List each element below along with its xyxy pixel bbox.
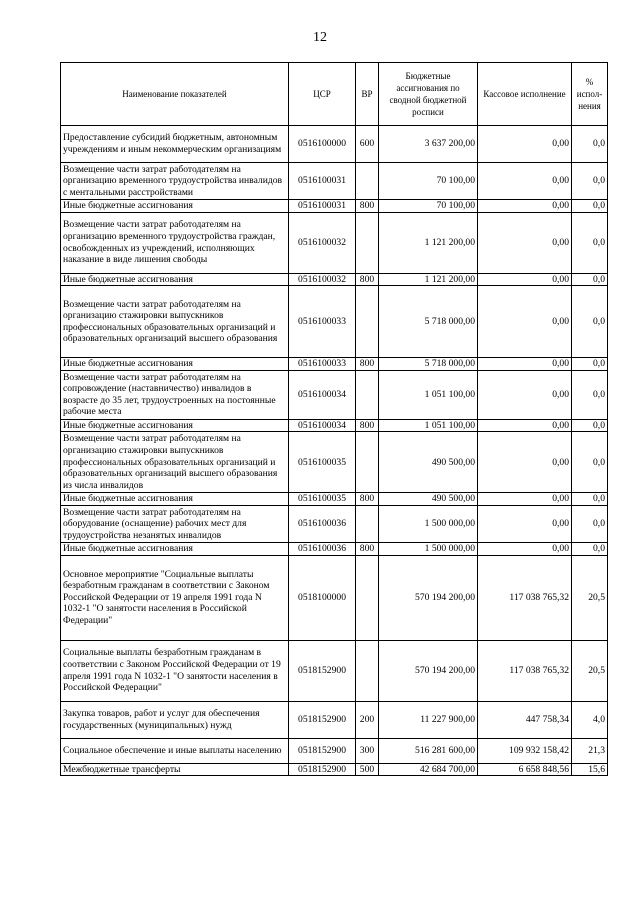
row-name-cell: Возмещение части затрат работодателям на сопровождение (наставничество) инвалидов в возрасте до 35 лет, трудоустроенных на постоянные рабочие места: [61, 370, 289, 419]
row-pct-cell: 15,6: [572, 763, 608, 776]
row-cash-cell: 109 932 158,42: [478, 738, 572, 763]
row-cash-cell: 6 658 848,56: [478, 763, 572, 776]
row-pct-cell: 0,0: [572, 212, 608, 273]
row-name-cell: Социальное обеспечение и иные выплаты населению: [61, 738, 289, 763]
table-row: [61, 701, 608, 738]
row-pct-cell: 0,0: [572, 542, 608, 555]
table-row: [61, 273, 608, 286]
budget-table: [60, 62, 608, 776]
table-row: [61, 505, 608, 542]
row-name-cell: Возмещение части затрат работодателям на организацию стажировки выпускников профессиональных образовательных организаций и образовательных организаций высшего образования: [61, 286, 289, 358]
row-pct-cell: 0,0: [572, 273, 608, 286]
row-pct-cell: 0,0: [572, 286, 608, 358]
table-row: [61, 763, 608, 776]
row-budget-cell: 1 051 100,00: [379, 419, 478, 432]
table-row: [61, 738, 608, 763]
row-csr-cell: 0516100036: [289, 542, 356, 555]
row-csr-cell: 0518152900: [289, 640, 356, 701]
row-budget-cell: 70 100,00: [379, 200, 478, 213]
row-csr-cell: 0516100000: [289, 126, 356, 163]
page-number: 12: [313, 30, 327, 45]
row-pct-cell: 0,0: [572, 505, 608, 542]
table-row: [61, 370, 608, 419]
row-vr-cell: [356, 163, 379, 200]
table-row: [61, 432, 608, 493]
row-vr-cell: [356, 212, 379, 273]
row-csr-cell: 0518152900: [289, 763, 356, 776]
table-row: [61, 126, 608, 163]
row-pct-cell: 0,0: [572, 419, 608, 432]
header-name: Наименование показателей: [61, 63, 289, 126]
row-cash-cell: 0,00: [478, 505, 572, 542]
row-vr-cell: 300: [356, 738, 379, 763]
row-vr-cell: 800: [356, 200, 379, 213]
row-vr-cell: [356, 555, 379, 640]
row-vr-cell: 800: [356, 493, 379, 506]
row-vr-cell: 200: [356, 701, 379, 738]
row-budget-cell: 5 718 000,00: [379, 358, 478, 371]
row-name-cell: Закупка товаров, работ и услуг для обеспечения государственных (муниципальных) нужд: [61, 701, 289, 738]
row-csr-cell: 0516100033: [289, 358, 356, 371]
row-cash-cell: 0,00: [478, 370, 572, 419]
row-name-cell: Возмещение части затрат работодателям на организацию временного трудоустройства инвалидов с ментальными расстройствами: [61, 163, 289, 200]
row-csr-cell: 0518100000: [289, 555, 356, 640]
row-pct-cell: 4,0: [572, 701, 608, 738]
row-vr-cell: [356, 505, 379, 542]
row-budget-cell: 3 637 200,00: [379, 126, 478, 163]
row-pct-cell: 20,5: [572, 640, 608, 701]
header-budget: Бюджетные ассигнования по сводной бюджетной росписи: [379, 63, 478, 126]
row-budget-cell: 570 194 200,00: [379, 640, 478, 701]
row-pct-cell: 0,0: [572, 200, 608, 213]
row-budget-cell: 1 121 200,00: [379, 273, 478, 286]
row-name-cell: Основное мероприятие "Социальные выплаты безработным гражданам в соответствии с Законом Российской Федерации от 19 апреля 1991 года N 1032-1 "О занятости населения в Российской Федерации": [61, 555, 289, 640]
row-name-cell: Возмещение части затрат работодателям на оборудование (оснащение) рабочих мест для трудоустройства незанятых инвалидов: [61, 505, 289, 542]
row-cash-cell: 117 038 765,32: [478, 640, 572, 701]
row-cash-cell: 0,00: [478, 542, 572, 555]
row-vr-cell: [356, 432, 379, 493]
row-pct-cell: 20,5: [572, 555, 608, 640]
row-csr-cell: 0516100032: [289, 273, 356, 286]
row-cash-cell: 0,00: [478, 286, 572, 358]
row-budget-cell: 1 121 200,00: [379, 212, 478, 273]
row-vr-cell: 800: [356, 273, 379, 286]
row-csr-cell: 0516100034: [289, 419, 356, 432]
row-vr-cell: 600: [356, 126, 379, 163]
row-vr-cell: [356, 370, 379, 419]
row-vr-cell: 800: [356, 542, 379, 555]
row-cash-cell: 117 038 765,32: [478, 555, 572, 640]
row-budget-cell: 1 500 000,00: [379, 542, 478, 555]
table-row: [61, 493, 608, 506]
row-pct-cell: 0,0: [572, 493, 608, 506]
row-name-cell: Иные бюджетные ассигнования: [61, 358, 289, 371]
row-csr-cell: 0516100032: [289, 212, 356, 273]
row-budget-cell: 516 281 600,00: [379, 738, 478, 763]
table-row: [61, 419, 608, 432]
table-body: [61, 126, 608, 776]
row-name-cell: Социальные выплаты безработным гражданам в соответствии с Законом Российской Федерации от 19 апреля 1991 года N 1032-1 "О занятости населения в Российской Федерации": [61, 640, 289, 701]
row-csr-cell: 0518152900: [289, 701, 356, 738]
row-name-cell: Возмещение части затрат работодателям на организацию стажировки выпускников профессиональных образовательных организаций и образовательных организаций высшего образования из числа инвалидов: [61, 432, 289, 493]
row-pct-cell: 0,0: [572, 126, 608, 163]
row-csr-cell: 0516100036: [289, 505, 356, 542]
row-name-cell: Иные бюджетные ассигнования: [61, 200, 289, 213]
row-cash-cell: 447 758,34: [478, 701, 572, 738]
row-pct-cell: 0,0: [572, 163, 608, 200]
row-cash-cell: 0,00: [478, 419, 572, 432]
table-row: [61, 358, 608, 371]
row-name-cell: Иные бюджетные ассигнования: [61, 542, 289, 555]
row-name-cell: Иные бюджетные ассигнования: [61, 419, 289, 432]
row-name-cell: Возмещение части затрат работодателям на организацию временного трудоустройства граждан, освобожденных из учреждений, исполняющих наказание в виде лишения свободы: [61, 212, 289, 273]
row-budget-cell: 42 684 700,00: [379, 763, 478, 776]
row-pct-cell: 0,0: [572, 358, 608, 371]
row-name-cell: Предоставление субсидий бюджетным, автономным учреждениям и иным некоммерческим организациям: [61, 126, 289, 163]
row-budget-cell: 11 227 900,00: [379, 701, 478, 738]
row-csr-cell: 0516100035: [289, 432, 356, 493]
row-name-cell: Иные бюджетные ассигнования: [61, 273, 289, 286]
header-cash: Кассовое исполнение: [478, 63, 572, 126]
row-csr-cell: 0516100035: [289, 493, 356, 506]
row-csr-cell: 0516100033: [289, 286, 356, 358]
header-csr: ЦСР: [289, 63, 356, 126]
table-row: [61, 640, 608, 701]
row-csr-cell: 0518152900: [289, 738, 356, 763]
row-cash-cell: 0,00: [478, 432, 572, 493]
row-vr-cell: 500: [356, 763, 379, 776]
row-pct-cell: 21,3: [572, 738, 608, 763]
row-cash-cell: 0,00: [478, 273, 572, 286]
row-budget-cell: 570 194 200,00: [379, 555, 478, 640]
row-vr-cell: [356, 286, 379, 358]
table-row: [61, 542, 608, 555]
row-cash-cell: 0,00: [478, 358, 572, 371]
table-row: [61, 163, 608, 200]
row-budget-cell: 1 500 000,00: [379, 505, 478, 542]
header-pct: % испол-нения: [572, 63, 608, 126]
row-pct-cell: 0,0: [572, 370, 608, 419]
table-row: [61, 286, 608, 358]
table-row: [61, 200, 608, 213]
row-cash-cell: 0,00: [478, 200, 572, 213]
row-budget-cell: 5 718 000,00: [379, 286, 478, 358]
row-budget-cell: 490 500,00: [379, 493, 478, 506]
row-vr-cell: 800: [356, 358, 379, 371]
row-cash-cell: 0,00: [478, 493, 572, 506]
row-vr-cell: [356, 640, 379, 701]
row-cash-cell: 0,00: [478, 126, 572, 163]
row-name-cell: Межбюджетные трансферты: [61, 763, 289, 776]
row-budget-cell: 1 051 100,00: [379, 370, 478, 419]
table-row: [61, 555, 608, 640]
table-row: [61, 212, 608, 273]
row-csr-cell: 0516100031: [289, 163, 356, 200]
row-csr-cell: 0516100031: [289, 200, 356, 213]
table-header-row: [61, 63, 608, 126]
row-budget-cell: 70 100,00: [379, 163, 478, 200]
row-vr-cell: 800: [356, 419, 379, 432]
header-vr: ВР: [356, 63, 379, 126]
row-cash-cell: 0,00: [478, 163, 572, 200]
row-pct-cell: 0,0: [572, 432, 608, 493]
row-name-cell: Иные бюджетные ассигнования: [61, 493, 289, 506]
row-csr-cell: 0516100034: [289, 370, 356, 419]
row-budget-cell: 490 500,00: [379, 432, 478, 493]
row-cash-cell: 0,00: [478, 212, 572, 273]
